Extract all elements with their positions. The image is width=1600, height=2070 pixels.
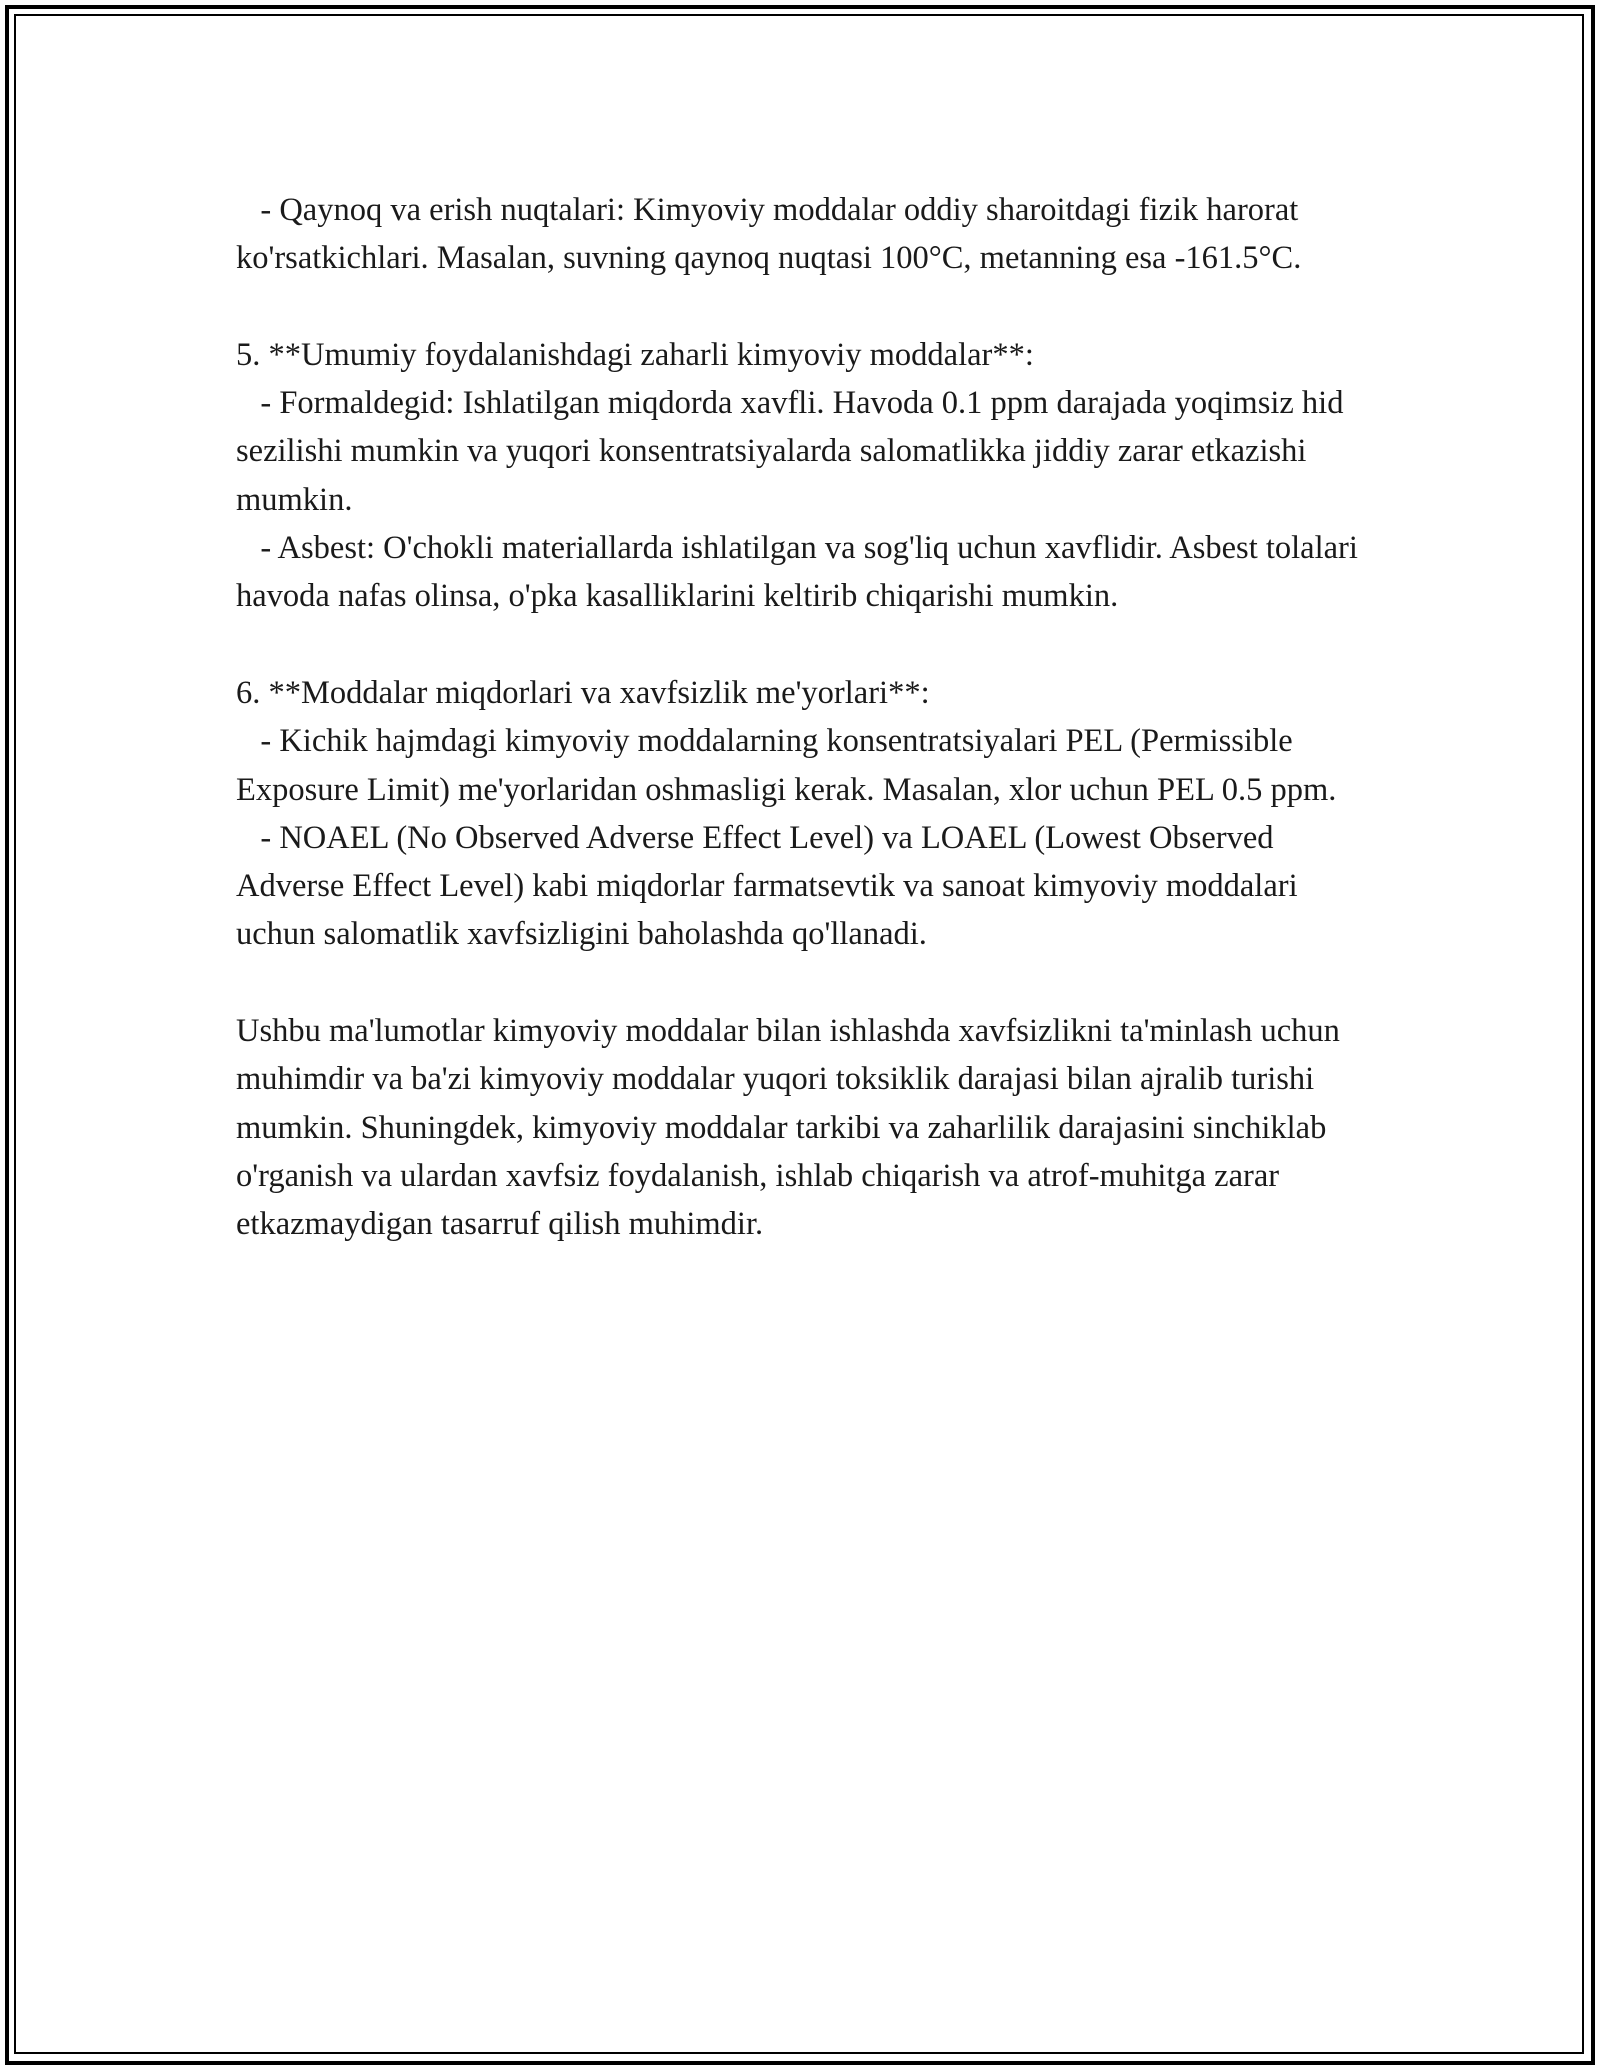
section-heading-toxic-chemicals: 5. **Umumiy foydalanishdagi zaharli kimyoviy moddalar**: <box>236 336 1034 373</box>
paragraph-asbestos: - Asbest: O'chokli materiallarda ishlatilgan va sog'liq uchun xavflidir. Asbest tolalari havoda nafas olinsa, o'pka kasalliklarini keltirib chiqarishi mumkin. <box>236 530 1367 615</box>
paragraph-pel: - Kichik hajmdagi kimyoviy moddalarning konsentratsiyalari PEL (Permissible Exposure Limit) me'yorlaridan oshmasligi kerak. Masalan, xlor uchun PEL 0.5 ppm. <box>236 723 1337 808</box>
paragraph-noael-loael: - NOAEL (No Observed Adverse Effect Level) va LOAEL (Lowest Observed Adverse Effect Level) kabi miqdorlar farmatsevtik va sanoat kimyoviy moddalari uchun salomatlik xavfsizligini baholashda qo'llanadi. <box>236 819 1306 953</box>
paragraph-spacer <box>236 621 1376 669</box>
paragraph-boiling-melting-points: - Qaynoq va erish nuqtalari: Kimyoviy moddalar oddiy sharoitdagi fizik harorat ko'rsatkichlari. Masalan, suvning qaynoq nuqtasi 100°C, metanning esa -161.5°C. <box>236 192 1307 277</box>
paragraph-formaldehyde: - Formaldegid: Ishlatilgan miqdorda xavfli. Havoda 0.1 ppm darajada yoqimsiz hid sezilishi mumkin va yuqori konsentratsiyalarda salomatlikka jiddiy zarar etkazishi mumkin. <box>236 385 1352 518</box>
paragraph-conclusion: Ushbu ma'lumotlar kimyoviy moddalar bilan ishlashda xavfsizlikni ta'minlash uchun muhimdir va ba'zi kimyoviy moddalar yuqori toksiklik darajasi bilan ajralib turishi mumkin. Shuningdek, kimyoviy moddalar tarkibi va zaharlilik darajasini sinchiklab o'rganish va ulardan xavfsiz foydalanish, ishlab chiqarish va atrof-muhitga zarar etkazmaydigan tasarruf qilish muhimdir. <box>236 1013 1349 1243</box>
paragraph-spacer <box>236 283 1376 331</box>
document-body <box>236 186 1376 1249</box>
paragraph-spacer <box>236 959 1376 1007</box>
section-heading-safety-limits: 6. **Moddalar miqdorlari va xavfsizlik me'yorlari**: <box>236 674 930 711</box>
